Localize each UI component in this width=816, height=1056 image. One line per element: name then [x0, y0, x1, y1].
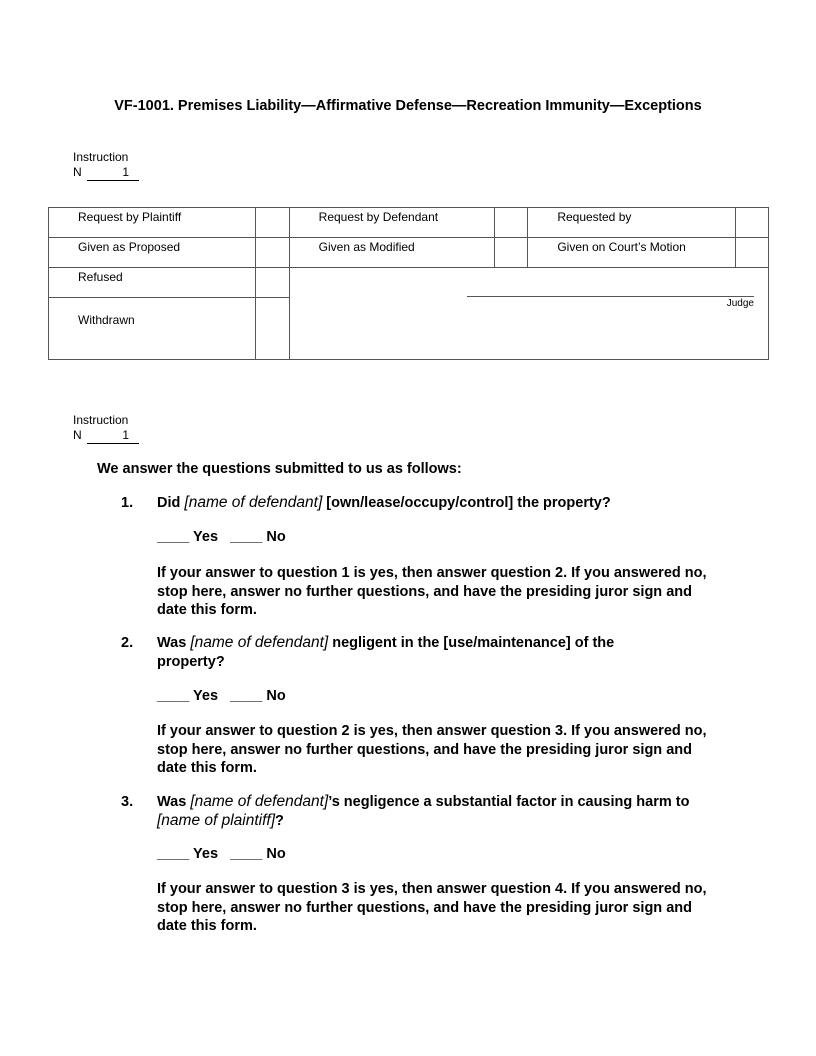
yes-no-text: ____ Yes ____ No	[157, 529, 286, 545]
withdrawn-box[interactable]	[255, 298, 289, 360]
given-as-proposed-box[interactable]	[255, 238, 289, 268]
instruction-number-field	[87, 165, 139, 181]
given-as-modified-box[interactable]	[495, 238, 528, 268]
requested-by-label: Requested by	[528, 208, 736, 238]
instruction-number-line	[73, 165, 139, 181]
judge-label: Judge	[726, 298, 754, 309]
instruction-block-top	[73, 150, 139, 181]
yes-no-answer-2[interactable]	[157, 688, 286, 704]
given-on-courts-motion-label: Given on Court’s Motion	[528, 238, 736, 268]
question-text-post: [own/lease/occupy/control] the property?	[322, 495, 611, 511]
question-text	[157, 634, 677, 671]
question-text-pre: Was	[157, 794, 191, 810]
request-by-defendant-box[interactable]	[495, 208, 528, 238]
given-on-courts-motion-box[interactable]	[736, 238, 769, 268]
question-1-instruction: If your answer to question 1 is yes, then answer question 2. If you answered no, stop here, answer no further questions, and have the presiding juror sign and date this form.	[157, 565, 707, 618]
question-number: 2.	[121, 635, 134, 651]
question-placeholder: [name of defendant]	[190, 793, 329, 810]
question-2	[121, 634, 721, 671]
question-number: 1.	[121, 495, 134, 511]
instruction-block-bottom	[73, 413, 139, 444]
instruction-prefix: N	[73, 165, 82, 179]
instruction-label: Instruction	[73, 413, 129, 427]
given-as-proposed-label: Given as Proposed	[49, 238, 256, 268]
question-placeholder: [name of defendant]	[190, 634, 329, 651]
question-text-pre: Did	[157, 495, 185, 511]
yes-no-answer-3[interactable]	[157, 846, 286, 862]
question-placeholder: [name of defendant]	[184, 494, 323, 511]
intro-statement: We answer the questions submitted to us as follows:	[97, 461, 462, 477]
judge-signature-line[interactable]	[467, 296, 754, 297]
question-3	[121, 793, 721, 830]
instruction-prefix: N	[73, 428, 82, 442]
instruction-label: Instruction	[73, 150, 129, 164]
refused-label: Refused	[49, 268, 256, 298]
request-table	[48, 207, 769, 360]
refused-box[interactable]	[255, 268, 289, 298]
question-2-instruction: If your answer to question 2 is yes, then answer question 3. If you answered no, stop here, answer no further questions, and have the presiding juror sign and date this form.	[157, 723, 707, 776]
question-text-pre: Was	[157, 635, 191, 651]
question-text-mid: ’s negligence a substantial factor in causing harm to	[328, 794, 690, 810]
question-text	[157, 793, 697, 830]
request-by-plaintiff-box[interactable]	[255, 208, 289, 238]
request-by-defendant-label: Request by Defendant	[289, 208, 495, 238]
withdrawn-label: Withdrawn	[49, 298, 256, 360]
question-text-post: ?	[275, 812, 284, 829]
instruction-number-line	[73, 428, 139, 444]
request-by-plaintiff-label: Request by Plaintiff	[49, 208, 256, 238]
question-3-instruction: If your answer to question 3 is yes, then answer question 4. If you answered no, stop here, answer no further questions, and have the presiding juror sign and date this form.	[157, 881, 707, 934]
instruction-number-field	[87, 428, 139, 444]
instruction-number: 1	[122, 428, 130, 442]
instruction-number: 1	[122, 165, 130, 179]
page-title	[0, 97, 816, 116]
requested-by-box[interactable]	[736, 208, 769, 238]
given-as-modified-label: Given as Modified	[289, 238, 495, 268]
question-text	[157, 494, 721, 513]
yes-no-text: ____ Yes ____ No	[157, 846, 286, 862]
question-number: 3.	[121, 794, 134, 810]
question-1	[121, 494, 721, 513]
judge-signature-cell	[289, 268, 768, 360]
page-title-text: VF-1001. Premises Liability—Affirmative Defense—Recreation Immunity—Exceptions	[114, 98, 702, 114]
yes-no-answer-1[interactable]	[157, 529, 286, 545]
question-text-post: negligent in the [use/maintenance] of the property?	[157, 635, 615, 670]
question-placeholder-plaintiff: [name of plaintiff]	[157, 811, 276, 829]
yes-no-text: ____ Yes ____ No	[157, 688, 286, 704]
